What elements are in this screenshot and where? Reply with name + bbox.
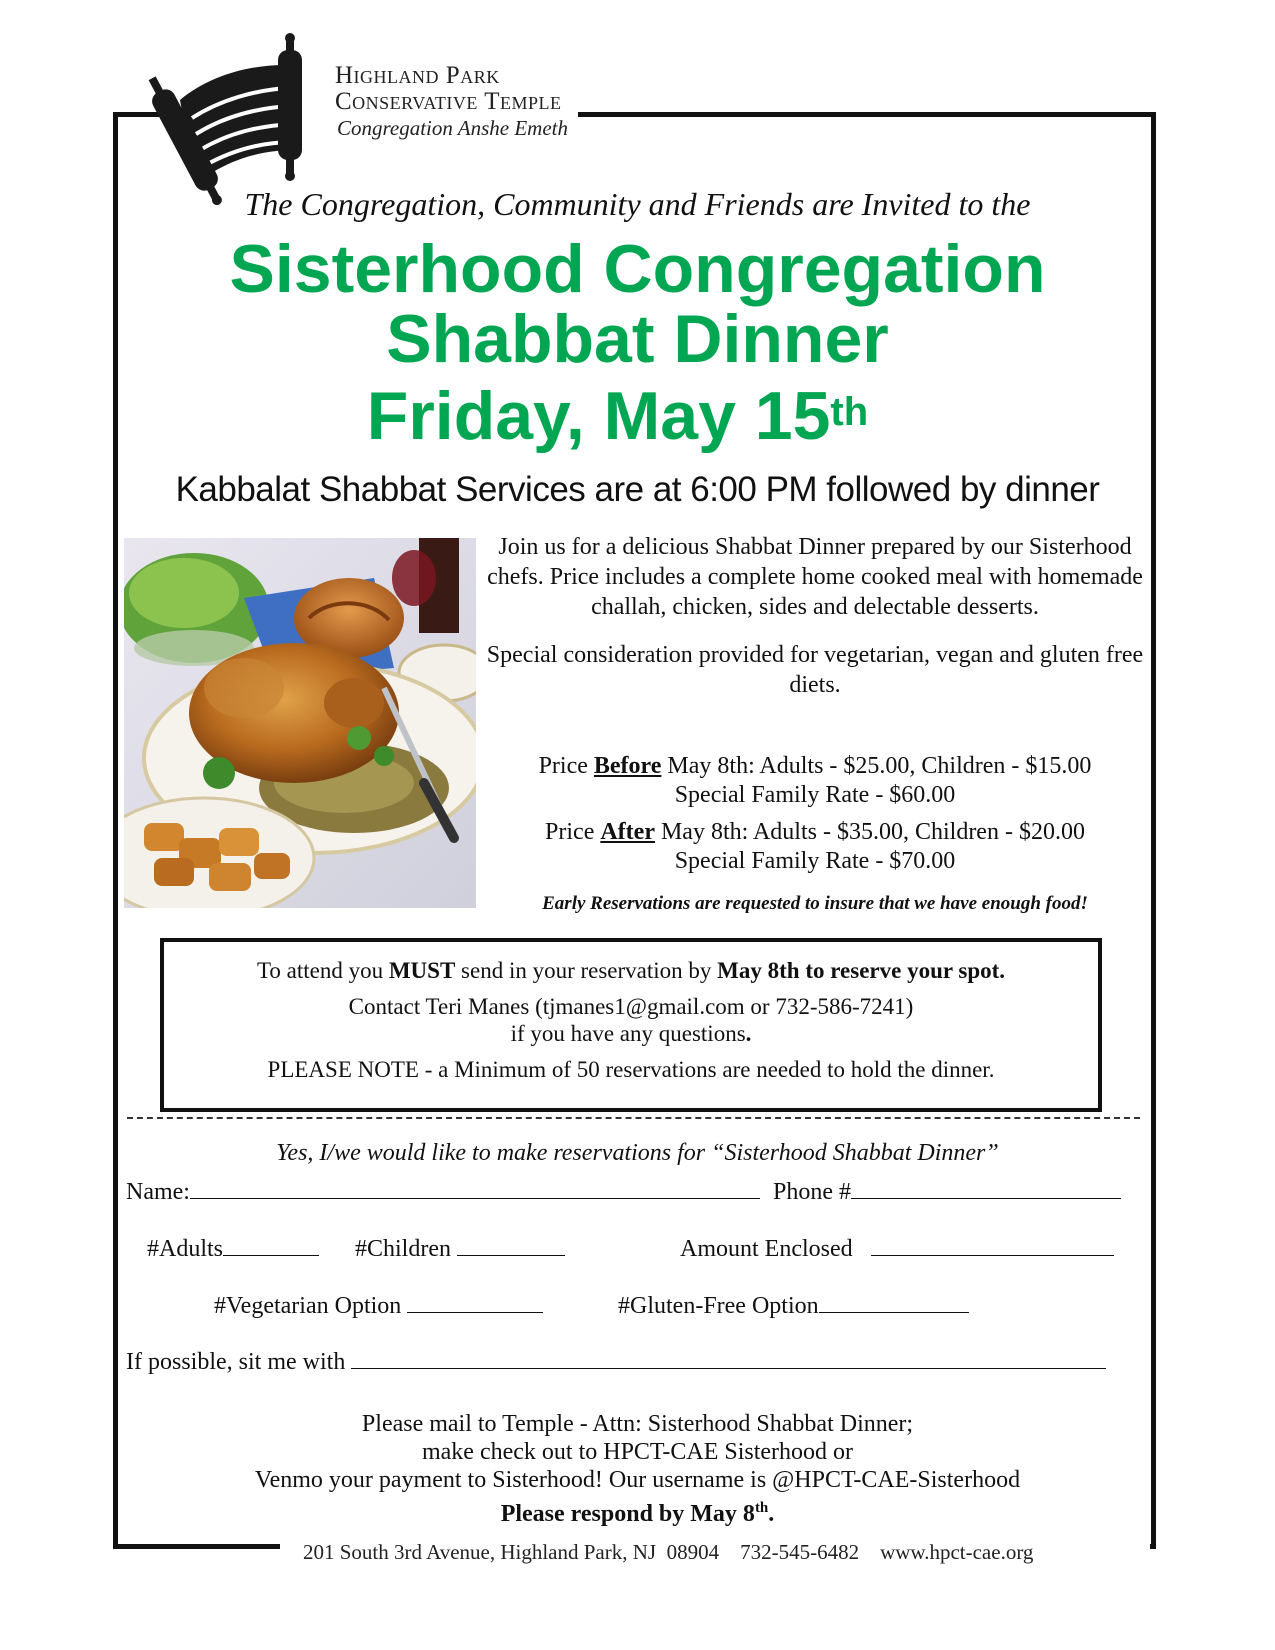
mail-line4	[0, 1494, 1275, 1528]
notice-l2: Contact Teri Manes (tjmanes1@gmail.com or 732-586-7241)	[348, 994, 914, 1019]
seating-row	[126, 1346, 1106, 1376]
respond-by: Please respond by May 8	[500, 1501, 755, 1527]
name-field[interactable]	[190, 1176, 760, 1199]
price-after-line1	[480, 818, 1150, 847]
amount-field[interactable]	[871, 1233, 1114, 1256]
mail-line3: Venmo your payment to Sisterhood! Our username is @HPCT-CAE-Sisterhood	[254, 1467, 1021, 1493]
cut-line	[127, 1117, 1140, 1119]
gluten-label: #Gluten-Free Option	[618, 1293, 819, 1319]
services-time: Kabbalat Shabbat Services are at 6:00 PM followed by dinner	[175, 470, 1100, 509]
vegetarian-row	[214, 1290, 543, 1320]
adults-label: #Adults	[147, 1236, 224, 1262]
price-before-family: Special Family Rate - $60.00	[674, 782, 956, 808]
title-date	[0, 376, 1255, 456]
price-after-rest: May 8th: Adults - $35.00, Children - $20.00	[654, 819, 1085, 845]
early-reservation-note: Early Reservations are requested to insure that we have enough food!	[542, 893, 1088, 914]
mailing-instructions	[0, 1410, 1275, 1528]
dinner-description	[480, 532, 1150, 718]
notice-l3-dot: .	[745, 1021, 752, 1046]
notice-l1-b: send in your reservation by	[455, 958, 718, 983]
notice-deadline: May 8th to reserve your spot.	[717, 958, 1006, 983]
seating-label: If possible, sit me with	[126, 1349, 346, 1375]
price-after-keyword: After	[600, 819, 655, 845]
price-before-keyword: Before	[593, 753, 662, 779]
name-label: Name:	[126, 1179, 190, 1205]
children-row	[355, 1233, 565, 1263]
price-after-prefix: Price	[545, 819, 601, 845]
mail-line2: make check out to HPCT-CAE Sisterhood or	[421, 1439, 854, 1465]
title-date-text: Friday, May 15	[366, 378, 831, 454]
notice-l1-a: To attend you	[256, 958, 389, 983]
price-after	[480, 818, 1150, 876]
vegetarian-field[interactable]	[407, 1290, 543, 1313]
org-name-line3: Congregation Anshe Emeth	[337, 116, 568, 140]
invite-line: The Congregation, Community and Friends are Invited to the	[244, 186, 1031, 222]
amount-label: Amount Enclosed	[680, 1236, 853, 1262]
reservation-notice-box	[160, 938, 1102, 1112]
adults-field[interactable]	[223, 1233, 319, 1256]
notice-contact	[164, 993, 1098, 1047]
notice-must: MUST	[388, 958, 456, 983]
torah-scroll-logo-icon	[140, 30, 335, 210]
description-p2: Special consideration provided for vegetarian, vegan and gluten free diets.	[486, 642, 1144, 698]
price-before-rest: May 8th: Adults - $25.00, Children - $15.00	[661, 753, 1092, 779]
roast-chicken-dinner-photo	[124, 538, 476, 908]
phone-label: Phone #	[773, 1179, 851, 1205]
notice-line4: PLEASE NOTE - a Minimum of 50 reservations are needed to hold the dinner.	[267, 1057, 995, 1082]
footer-contact: 201 South 3rd Avenue, Highland Park, NJ 08904 732-545-6482 www.hpct-cae.org	[303, 1540, 1034, 1564]
description-p1: Join us for a delicious Shabbat Dinner prepared by our Sisterhood chefs. Price includes a complete home cooked meal with homemade challah, chicken, sides and delectable desserts.	[487, 534, 1143, 620]
price-before-line1	[480, 752, 1150, 781]
vegetarian-label: #Vegetarian Option	[214, 1293, 402, 1319]
phone-row	[773, 1176, 1121, 1206]
mail-line1: Please mail to Temple - Attn: Sisterhood Shabbat Dinner;	[361, 1411, 914, 1437]
org-name-line2: Conservative Temple	[335, 88, 562, 115]
price-after-family: Special Family Rate - $70.00	[674, 848, 956, 874]
org-name-line1: Highland Park	[335, 62, 500, 89]
notice-l3: if you have any questions	[510, 1021, 746, 1046]
gluten-field[interactable]	[819, 1290, 969, 1313]
notice-line1	[164, 956, 1098, 985]
adults-row	[147, 1233, 319, 1263]
title-date-sup: th	[830, 390, 869, 434]
gluten-row	[618, 1290, 969, 1320]
respond-by-end: .	[768, 1501, 775, 1527]
seating-field[interactable]	[351, 1346, 1106, 1369]
amount-row	[680, 1233, 1114, 1263]
price-before-prefix: Price	[538, 753, 594, 779]
respond-by-sup: th	[754, 1500, 769, 1516]
children-label: #Children	[355, 1236, 451, 1262]
children-field[interactable]	[457, 1233, 565, 1256]
phone-field[interactable]	[851, 1176, 1121, 1199]
name-row	[126, 1176, 760, 1206]
price-before	[480, 752, 1150, 810]
title-line1: Sisterhood Congregation	[229, 231, 1046, 307]
title-line2: Shabbat Dinner	[386, 301, 889, 377]
form-heading: Yes, I/we would like to make reservations for “Sisterhood Shabbat Dinner”	[276, 1140, 999, 1166]
